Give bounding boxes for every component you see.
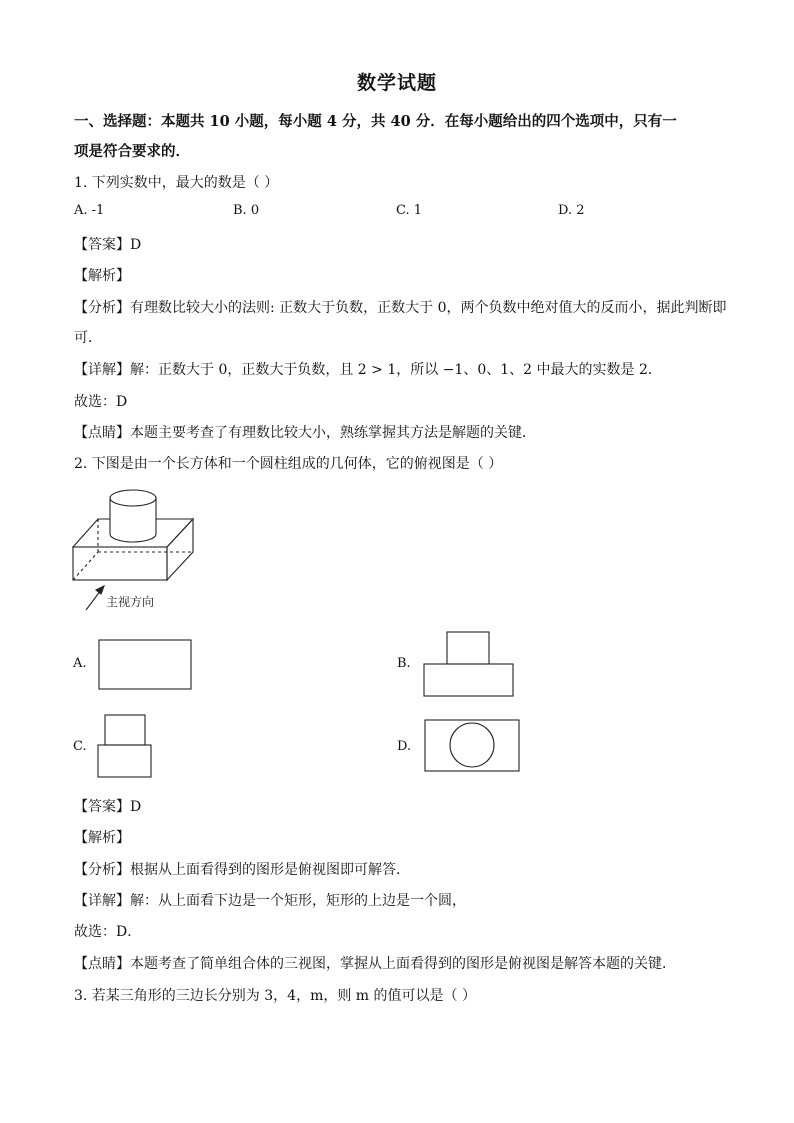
section-heading-line2: 项是符合要求的． bbox=[74, 143, 190, 160]
view-direction-label: 主视方向 bbox=[106, 595, 155, 609]
q1-option-d: D. 2 bbox=[558, 203, 585, 218]
q2-option-b-label: B. bbox=[397, 656, 411, 671]
q1-detail: 【详解】解：正数大于 0，正数大于负数，且 2 > 1，所以 −1、0、1、2 中最大的实数是 2． bbox=[74, 362, 662, 378]
q2-choice: 故选：D． bbox=[74, 924, 142, 940]
q1-option-a: A. -1 bbox=[74, 203, 105, 218]
q2-fenxi: 【分析】根据从上面看得到的图形是俯视图即可解答． bbox=[74, 862, 410, 878]
q2-comment: 【点睛】本题考查了简单组合体的三视图，掌握从上面看得到的图形是俯视图是解答本题的关键． bbox=[74, 956, 676, 972]
q2-answer: 【答案】D bbox=[74, 799, 142, 815]
q1-comment: 【点睛】本题主要考查了有理数比较大小，熟练掌握其方法是解题的关键． bbox=[74, 425, 536, 441]
view-direction-arrow bbox=[86, 586, 104, 610]
q1-answer: 【答案】D bbox=[74, 237, 142, 253]
page-title: 数学试题 bbox=[356, 72, 437, 94]
cylinder-shape bbox=[110, 490, 156, 542]
section-heading-line1: 一、选择题：本题共 10 小题，每小题 4 分，共 40 分．在每小题给出的四个选项中，只有一 bbox=[74, 113, 677, 130]
option-a-shape bbox=[99, 640, 191, 689]
q1-stem: 1. 下列实数中，最大的数是（ ） bbox=[74, 175, 279, 191]
q2-option-c-label: C. bbox=[73, 739, 87, 754]
q2-detail: 【详解】解：从上面看下边是一个矩形，矩形的上边是一个圆， bbox=[74, 893, 466, 909]
option-d-shape bbox=[425, 720, 519, 771]
q2-option-d-label: D. bbox=[397, 739, 412, 754]
q1-fenxi-line2: 可． bbox=[74, 330, 102, 346]
option-c-shape bbox=[98, 715, 151, 777]
q1-analysis-label: 【解析】 bbox=[74, 268, 130, 284]
q2-analysis-label: 【解析】 bbox=[74, 830, 130, 846]
q2-stem: 2. 下图是由一个长方体和一个圆柱组成的几何体，它的俯视图是（ ） bbox=[74, 456, 503, 472]
q1-choice: 故选：D bbox=[74, 394, 128, 410]
q1-option-b: B. 0 bbox=[233, 203, 260, 218]
q3-stem: 3. 若某三角形的三边长分别为 3，4，m，则 m 的值可以是（ ） bbox=[74, 988, 476, 1004]
q1-fenxi-line1: 【分析】有理数比较大小的法则: 正数大于负数，正数大于 0，两个负数中绝对值大的反而小，据此判断即 bbox=[74, 300, 727, 316]
q1-option-c: C. 1 bbox=[396, 203, 423, 218]
q2-option-a-label: A. bbox=[73, 656, 87, 671]
option-b-shape bbox=[424, 632, 513, 696]
